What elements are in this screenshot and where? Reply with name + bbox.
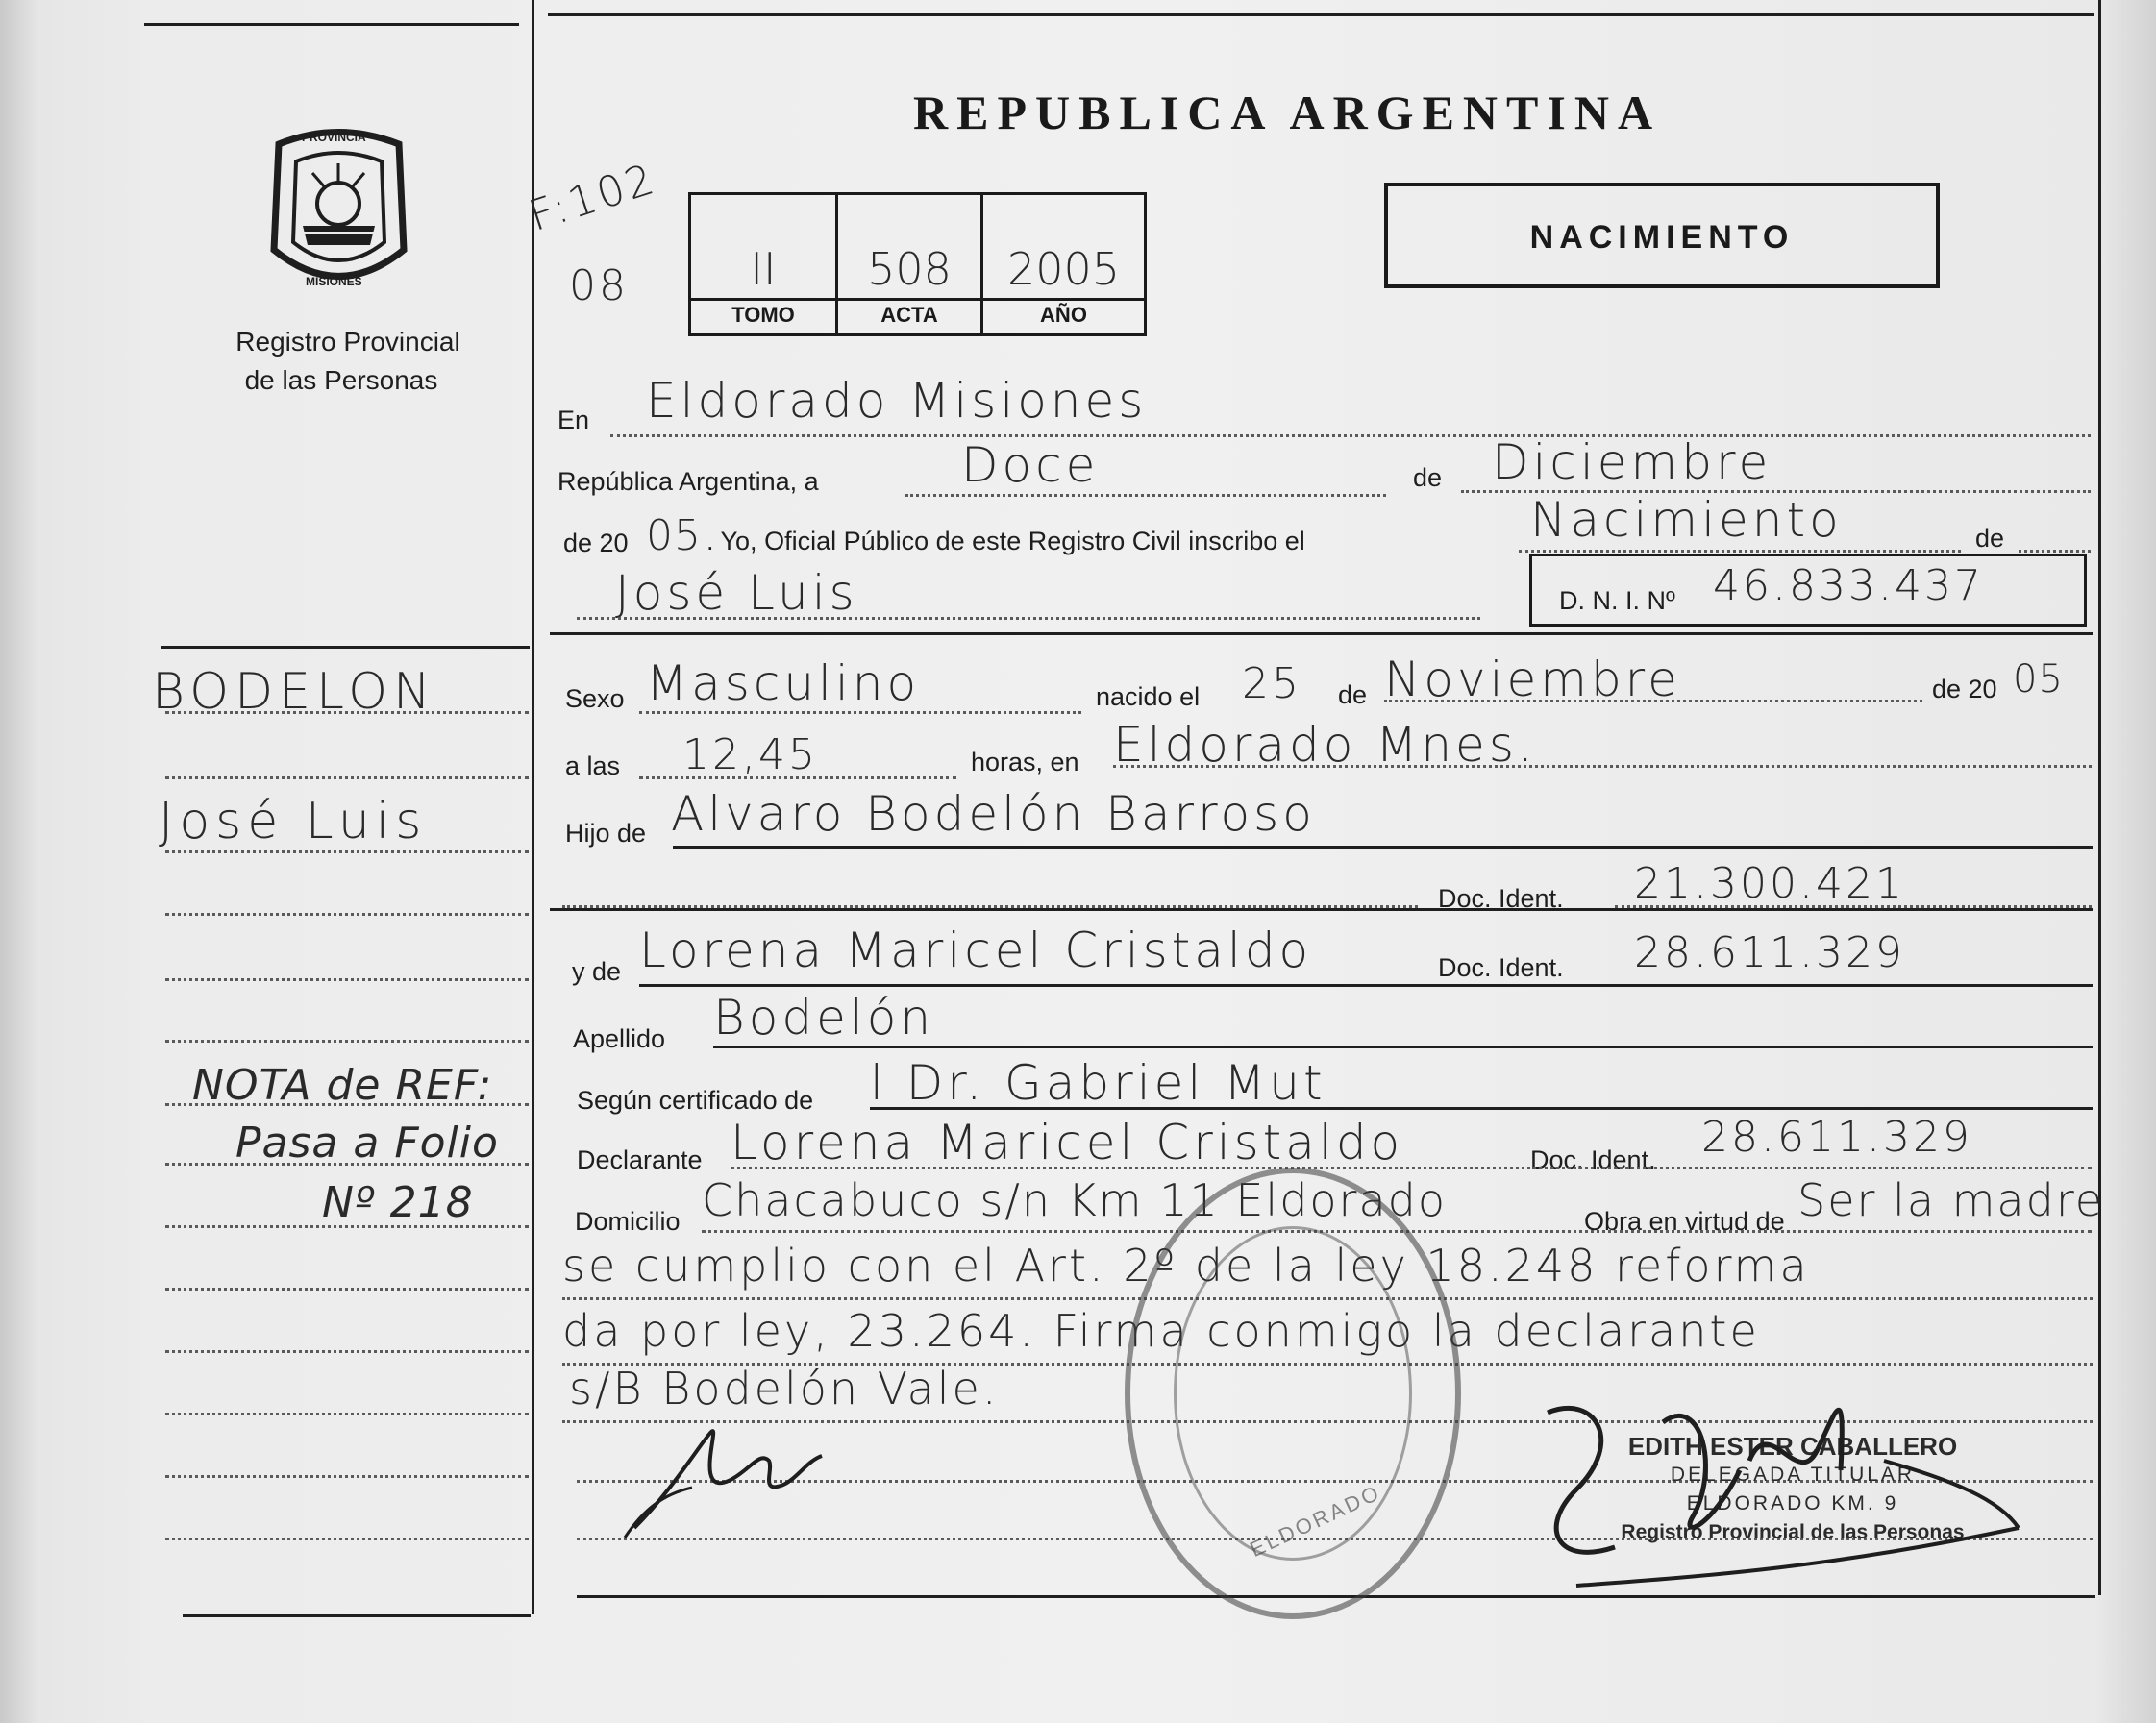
label-hijo-de: Hijo de (565, 819, 647, 848)
value-sex: Masculino (646, 655, 921, 711)
margin-given-names: José Luis (159, 793, 428, 850)
nota-ref-line2: Pasa a Folio (235, 1119, 499, 1168)
tomo-cell (691, 195, 835, 333)
tomo-value: II (750, 243, 777, 295)
margin-line (165, 1538, 529, 1540)
label-y-de: y de (572, 957, 622, 986)
circle-stamp-text: ELDORADO (1246, 1480, 1385, 1563)
value-declarant: Lorena Maricel Cristaldo (731, 1115, 1404, 1170)
underline (1113, 765, 2092, 768)
label-de-20b: de 20 (1932, 675, 1997, 703)
seal-text-top: PROVINCIA (302, 131, 366, 144)
underline-solid (673, 846, 2093, 849)
margin-line (165, 913, 529, 916)
act-type-label: NACIMIENTO (1529, 219, 1795, 256)
label-doc-3: Doc. Ident. (1530, 1145, 1656, 1174)
underline (577, 617, 1480, 620)
label-nacido: nacido el (1096, 682, 1201, 711)
underline (905, 494, 1386, 497)
value-reason: Ser la madre (1797, 1174, 2105, 1226)
top-rule-right (548, 13, 2094, 16)
anio-value: 2005 (1006, 243, 1121, 295)
tomo-label: TOMO (731, 303, 795, 327)
underline (1519, 550, 1961, 553)
registry-name-line1: Registro Provincial (235, 327, 460, 357)
margin-surname: BODELON (152, 663, 436, 721)
seal-text-bottom: MISIONES (306, 275, 362, 288)
label-segun: Según certificado de (577, 1086, 814, 1115)
value-address: Chacabuco s/n Km 11 Eldorado (702, 1174, 1447, 1226)
bottom-rule-left (183, 1614, 531, 1617)
official-circle-stamp (1125, 1168, 1461, 1619)
underline-solid (713, 1046, 2093, 1048)
value-time: 12,45 (682, 730, 818, 779)
folio-note-2: 08 (569, 261, 629, 310)
label-horas: horas, en (971, 748, 1079, 776)
section-rule (550, 632, 2093, 635)
value-birth-year-suffix: 05 (2013, 657, 2064, 702)
label-dni: D. N. I. Nº (1559, 586, 1675, 615)
value-month: Diciembre (1492, 434, 1772, 490)
underline (639, 711, 1081, 714)
label-de-2: de (1975, 524, 2005, 553)
acta-label: ACTA (880, 303, 938, 327)
value-mother: Lorena Maricel Cristaldo (639, 923, 1313, 978)
registry-name-line2: de las Personas (244, 365, 438, 395)
margin-header-rule (161, 646, 530, 649)
underline (731, 1167, 2092, 1169)
document-title: REPUBLICA ARGENTINA (913, 86, 1662, 139)
observation-line3: s/B Bodelón Vale. (569, 1363, 1000, 1415)
column-divider (532, 0, 534, 1614)
value-birth-month: Noviembre (1384, 652, 1681, 707)
acta-cell (835, 195, 983, 333)
value-year-suffix: 05 (646, 511, 702, 560)
label-a-las: a las (565, 751, 621, 780)
nota-ref-line1: NOTA de REF: (192, 1061, 493, 1110)
value-father-doc: 21.300.421 (1634, 859, 1905, 908)
section-rule (550, 908, 2093, 911)
label-republica: República Argentina, a (558, 467, 819, 496)
label-de: de (1413, 463, 1443, 492)
label-declarante: Declarante (577, 1145, 703, 1174)
officer-name: EDITH ESTER CABALLERO (1627, 1432, 1958, 1461)
right-border (2098, 0, 2101, 1595)
label-sexo: Sexo (565, 684, 625, 713)
value-declarant-doc: 28.611.329 (1701, 1113, 1972, 1162)
underline (2019, 550, 2091, 553)
underline-solid (870, 1107, 2093, 1110)
declarant-signature (615, 1403, 846, 1547)
officer-office: ELDORADO KM. 9 (1686, 1492, 1899, 1514)
value-mother-doc: 28.611.329 (1634, 928, 1905, 977)
label-doc-2: Doc. Ident. (1438, 953, 1564, 982)
margin-line (165, 776, 529, 779)
value-act: Nacimiento (1530, 492, 1843, 548)
folio-note: F:102 (523, 154, 663, 241)
officer-role: DELEGADA TITULAR (1670, 1464, 1916, 1486)
label-obra: Obra en virtud de (1584, 1207, 1785, 1236)
value-dni: 46.833.437 (1713, 561, 1984, 610)
label-de-20: de 20 (563, 529, 629, 557)
margin-line (165, 1413, 529, 1415)
nota-ref-line3: Nº 218 (322, 1178, 474, 1227)
anio-cell (983, 195, 1144, 333)
observation-line1: se cumplio con el Art. 2º de la ley 18.248 reforma (562, 1240, 1810, 1292)
value-certifier: l Dr. Gabriel Mut (870, 1055, 1326, 1111)
underline (610, 434, 2091, 437)
value-person-name: José Luis (615, 565, 858, 621)
officer-registry: Registro Provincial de las Personas (1621, 1521, 1965, 1543)
provincial-seal-icon (260, 125, 418, 298)
label-en: En (558, 406, 590, 434)
value-place: Eldorado Misiones (646, 373, 1148, 429)
officer-signature (1519, 1355, 2057, 1643)
label-de-3: de (1338, 680, 1368, 709)
label-domicilio: Domicilio (575, 1207, 681, 1236)
tomo-acta-anio-table (688, 192, 1147, 336)
label-yo-oficial: . Yo, Oficial Público de este Registro Civil inscribo el (706, 527, 1305, 555)
underline (1384, 700, 1922, 702)
anio-label: AÑO (1040, 303, 1087, 327)
margin-line (165, 978, 529, 981)
acta-value: 508 (867, 243, 952, 295)
margin-line (165, 1350, 529, 1353)
top-rule-left (144, 23, 519, 26)
value-father: Alvaro Bodelón Barroso (671, 786, 1316, 842)
value-birth-place: Eldorado Mnes. (1113, 717, 1537, 773)
label-doc-1: Doc. Ident. (1438, 884, 1564, 913)
observation-line2: da por ley, 23.264. Firma conmigo la declarante (562, 1305, 1760, 1357)
value-day: Doce (961, 437, 1100, 493)
margin-line (165, 1475, 529, 1478)
underline-solid (639, 984, 2093, 987)
margin-line (165, 1288, 529, 1291)
label-apellido: Apellido (573, 1024, 666, 1053)
value-surname: Bodelón (713, 990, 935, 1046)
value-birth-day: 25 (1242, 659, 1301, 708)
margin-line (165, 1040, 529, 1043)
margin-line (165, 850, 529, 853)
act-type-box (1384, 183, 1940, 288)
